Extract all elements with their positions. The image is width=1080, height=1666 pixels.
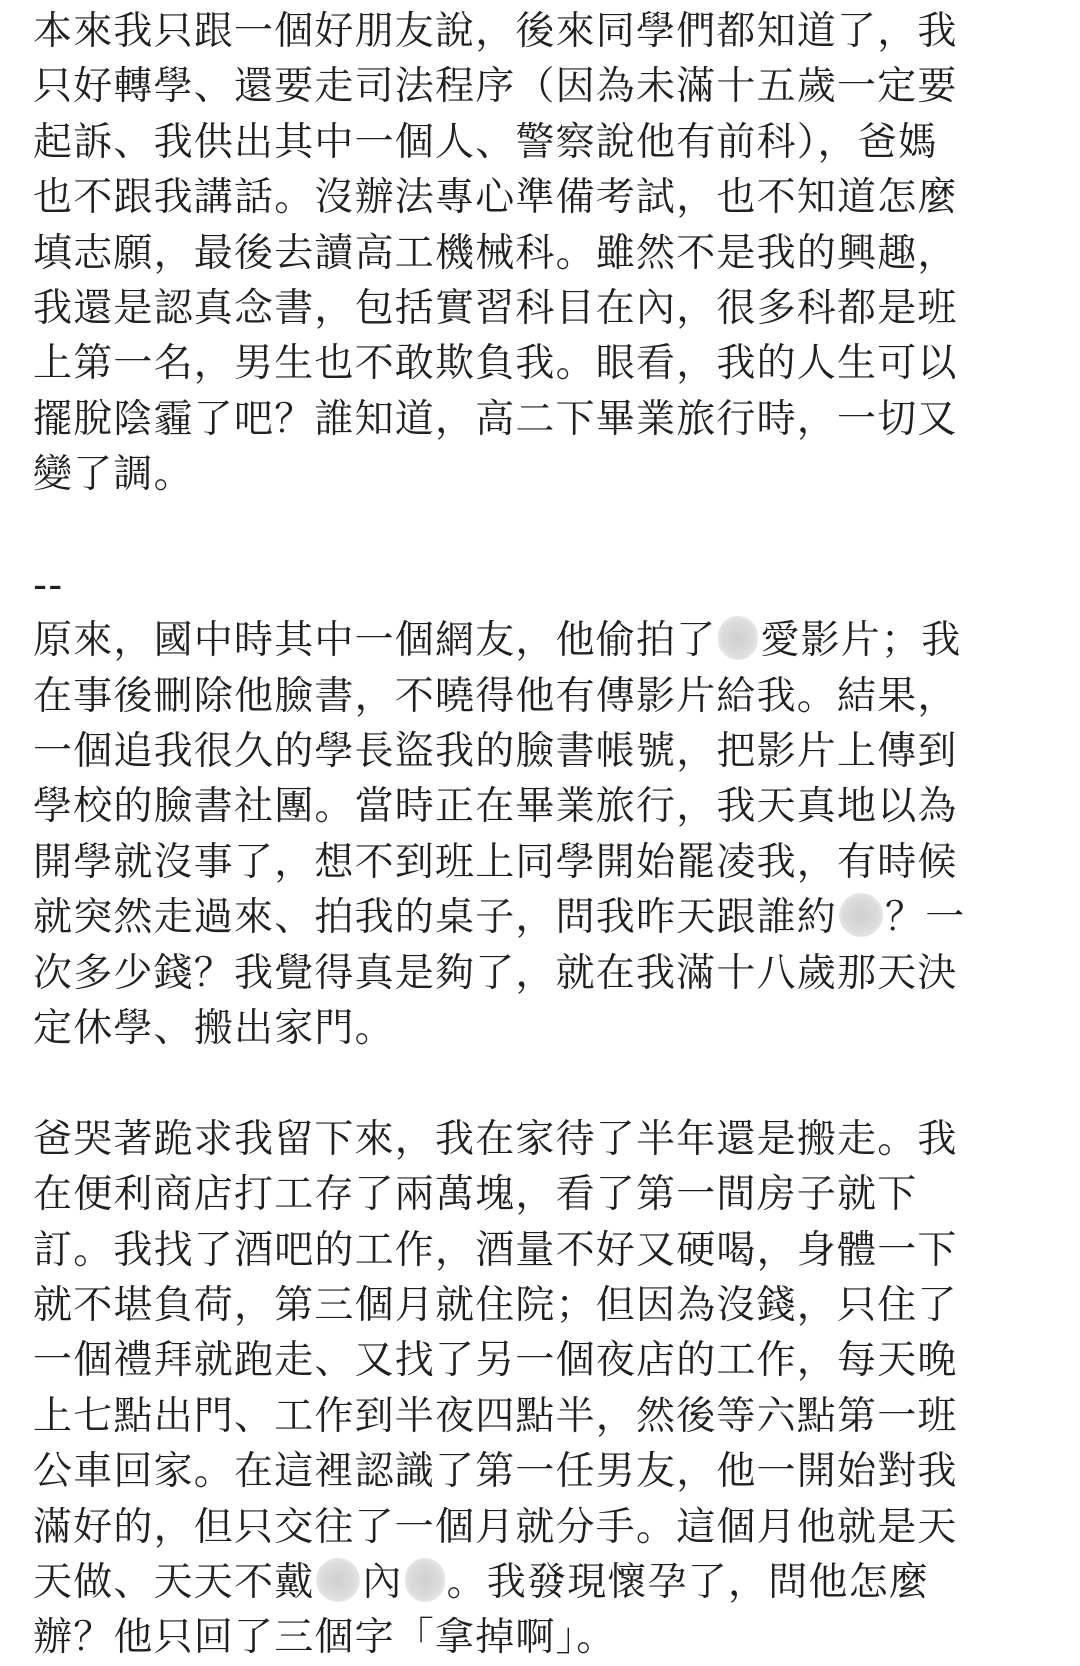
text-line: 辦？他只回了三個字「拿掉啊」。 xyxy=(33,1615,617,1661)
blank-line xyxy=(33,1056,1053,1111)
redaction-blur xyxy=(718,616,758,660)
text-line: 我還是認真念書，包括實習科目在內，很多科都是班 xyxy=(33,285,958,331)
text-line: 定休學、搬出家門。 xyxy=(33,1006,395,1052)
text-line: 上第一名，男生也不敢欺負我。眼看，我的人生可以 xyxy=(33,341,958,387)
text-line: 就不堪負荷，第三個月就住院；但因為沒錢，只住了 xyxy=(33,1282,958,1328)
text-line: 開學就沒事了，想不到班上同學開始罷凌我，有時候 xyxy=(33,839,958,885)
text-fragment: ？一 xyxy=(885,895,966,941)
text-fragment: 內 xyxy=(362,1559,403,1605)
article-text xyxy=(33,4,1053,1666)
separator: -- xyxy=(33,562,64,608)
text-line: 在事後刪除他臉書，不曉得他有傳影片給我。結果， xyxy=(33,673,958,719)
redaction-blur xyxy=(405,1558,445,1602)
text-fragment: 天做、天天不戴 xyxy=(33,1559,315,1605)
text-fragment: 原來，國中時其中一個網友，他偷拍了 xyxy=(33,618,717,664)
text-line: 只好轉學、還要走司法程序（因為未滿十五歲一定要 xyxy=(33,64,958,110)
text-line: 爸哭著跪求我留下來，我在家待了半年還是搬走。我 xyxy=(33,1116,958,1162)
text-line xyxy=(33,1555,1053,1610)
text-line: 本來我只跟一個好朋友說，後來同學們都知道了，我 xyxy=(33,9,958,54)
text-line: 擺脫陰霾了吧？誰知道，高二下畢業旅行時，一切又 xyxy=(33,396,958,442)
text-line: 填志願，最後去讀高工機械科。雖然不是我的興趣， xyxy=(33,230,958,276)
blank-line xyxy=(33,503,1053,558)
text-fragment: 。我發現懷孕了，問他怎麼 xyxy=(446,1559,930,1605)
text-line: 在便利商店打工存了兩萬塊，看了第一間房子就下 xyxy=(33,1172,918,1218)
text-line: 次多少錢？我覺得真是夠了，就在我滿十八歲那天決 xyxy=(33,950,958,996)
text-line: 公車回家。在這裡認識了第一任男友，他一開始對我 xyxy=(33,1449,958,1495)
text-line: 訂。我找了酒吧的工作，酒量不好又硬喝，身體一下 xyxy=(33,1227,958,1273)
redaction-blur xyxy=(839,893,883,937)
paragraph-2 xyxy=(33,613,1053,1056)
text-line: 變了調。 xyxy=(33,452,194,498)
text-fragment: 愛影片；我 xyxy=(760,618,962,664)
text-line: 一個追我很久的學長盜我的臉書帳號，把影片上傳到 xyxy=(33,729,958,775)
text-line: 滿好的，但只交往了一個月就分手。這個月他就是天 xyxy=(33,1504,958,1550)
text-line xyxy=(33,890,1053,945)
redaction-blur xyxy=(316,1558,360,1602)
text-line: 也不跟我講話。沒辦法專心準備考試，也不知道怎麼 xyxy=(33,175,958,221)
text-line: 上七點出門、工作到半夜四點半，然後等六點第一班 xyxy=(33,1393,958,1439)
text-fragment: 就突然走過來、拍我的桌子，問我昨天跟誰約 xyxy=(33,895,838,941)
text-line: 起訴、我供出其中一個人、警察說他有前科），爸媽 xyxy=(33,119,939,165)
text-line: 一個禮拜就跑走、又找了另一個夜店的工作，每天晚 xyxy=(33,1338,958,1384)
text-line xyxy=(33,613,1053,668)
paragraph-3 xyxy=(33,1112,1053,1666)
text-line: 學校的臉書社團。當時正在畢業旅行，我天真地以為 xyxy=(33,784,958,830)
paragraph-1 xyxy=(33,4,1053,503)
